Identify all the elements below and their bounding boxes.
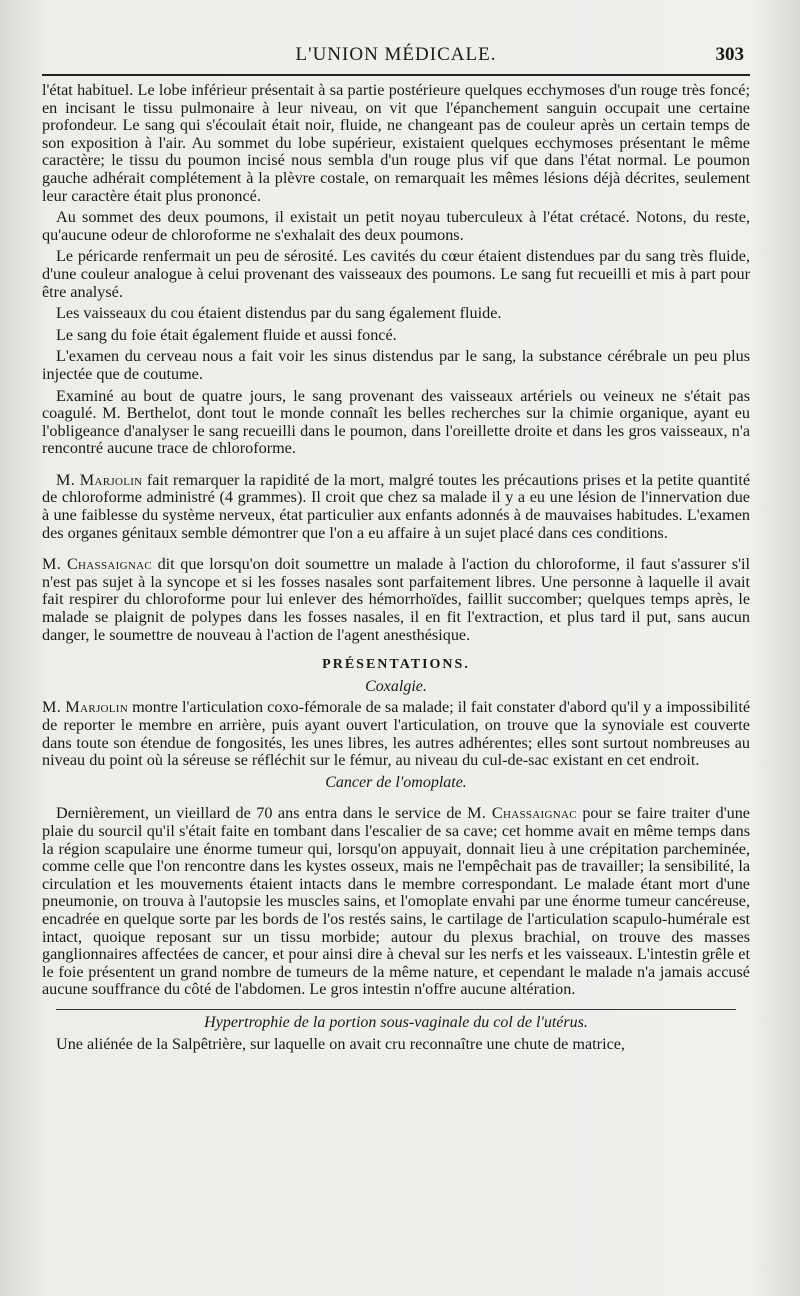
speaker-name: M. Chassaignac xyxy=(467,804,577,823)
paragraph-text: montre l'articulation coxo-fémorale de sa malade; il fait constater d'abord qu'il y a impossibilité de reporter le membre en arrière, puis ayant ouvert l'articulation, on trouve que la synoviale est couverte dans toute son étendue de fongosités, les unes libres, les autres adhérentes; elles sont surtout nombreuses au niveau du point où la séreuse se réfléchit sur le fémur, au niveau du cul-de-sac existant en cet endroit. xyxy=(42,698,751,770)
paragraph-text: fait remarquer la rapidité de la mort, malgré toutes les précautions prises et la petite quantité de chloroforme administré (4 grammes). Il croit que chez sa malade il y a eu une lésion de l'innervation due à une faiblesse du système nerveux, état particulier aux enfants adonnés à de mauvaises habitudes. L'examen des organes génitaux semble démontrer que l'on a eu affaire à un sujet placé dans ces conditions. xyxy=(42,470,751,542)
page-number: 303 xyxy=(715,44,744,65)
paragraph-coxalgie xyxy=(42,699,750,769)
paragraph-text: dit que lorsqu'on doit soumettre un malade à l'action du chloroforme, il faut s'assurer s'il n'est pas sujet à la syncope et si les fosses nasales sont parfaitement libres. Une personne à laquelle il avait fait respirer du chloroforme pour lui enlever des hémorrhoïdes, faillit succomber; quelques temps après, le malade se plaignit de polypes dans les fosses nasales, il en fit l'extraction, et plus tard il put, sans aucun danger, le soumettre de nouveau à l'action de l'agent anesthésique. xyxy=(42,555,750,644)
paragraph-hypertrophie: Une aliénée de la Salpêtrière, sur laquelle on avait cru reconnaître une chute de matrice, xyxy=(56,1034,625,1053)
article-body xyxy=(42,82,750,1053)
paragraph-text: Dernièrement, un vieillard de 70 ans entra dans le service de xyxy=(56,804,468,823)
subheading-coxalgie: Coxalgie. xyxy=(365,677,427,695)
section-heading-presentations: PRÉSENTATIONS. xyxy=(322,657,470,673)
speaker-name: M. Marjolin xyxy=(42,698,129,717)
paragraph-cancer xyxy=(42,805,750,999)
subheading-hypertrophie: Hypertrophie de la portion sous-vaginale du col de l'utérus. xyxy=(204,1013,588,1031)
subheading-cancer: Cancer de l'omoplate. xyxy=(325,773,467,791)
paragraph-text: pour se faire traiter d'une plaie du sourcil qu'il s'était faite en tombant dans l'escalier de sa cave; cet homme avait en même temps dans la région scapulaire une énorme tumeur qui, lorsqu'on appuyait, donnait lieu à une crépitation parcheminée, comme celle que l'on rencontre dans les kystes osseux, mais ne l'empêchait pas de travailler; la sensibilité, la circulation et les mouvements étaient intacts dans le membre correspondant. Le malade étant mort d'une pneumonie, on trouva à l'autopsie les muscles sains, et l'omoplate envahi par une énorme tumeur cancéreuse, encadrée en quelque sorte par les bords de l'os restés sains, le cartilage de l'articulation scapulo-humérale est intact, quoique reposant sur un tissu morbide; autour du plexus brachial, on trouve des masses ganglionnaires affectées de cancer, et pour ainsi dire à cheval sur les nerfs et les vaisseaux. L'intestin grêle et le foie présentent un grand nombre de tumeurs de la même nature, et cependant le malade n'a jamais accusé aucune souffrance du côté de l'abdomen. Le gros intestin n'offre aucune altération. xyxy=(42,804,750,999)
paragraph-tubercle: Au sommet des deux poumons, il existait un petit noyau tuberculeux à l'état crétacé. Notons, du reste, qu'aucune odeur de chloroforme ne s'exhalait des deux poumons. xyxy=(42,208,750,244)
paragraph-blood-analysis: Examiné au bout de quatre jours, le sang provenant des vaisseaux artériels ou veineux ne s'était pas coagulé. M. Berthelot, dont tout le monde connaît les belles recherches sur la chimie organique, ayant eu l'obligeance d'analyser le sang recueilli dans le poumon, dans l'oreillette droite et dans les gros vaisseaux, n'a rencontré aucune trace de chloroforme. xyxy=(42,386,750,458)
speaker-name: M. Marjolin xyxy=(56,470,143,489)
paragraph-marjolin-remark xyxy=(42,472,750,542)
running-head: L'UNION MÉDICALE. xyxy=(295,44,497,65)
speaker-name: M. Chassaignac xyxy=(42,555,152,574)
paragraph-neck-vessels: Les vaisseaux du cou étaient distendus par du sang également fluide. xyxy=(56,304,502,323)
paragraph-liver: Le sang du foie était également fluide et aussi foncé. xyxy=(56,325,397,344)
paragraph-brain: L'examen du cerveau nous a fait voir les sinus distendus par le sang, la substance cérébrale un peu plus injectée que de coutume. xyxy=(42,347,750,383)
paragraph-lungs: l'état habituel. Le lobe inférieur présentait à sa partie postérieure quelques ecchymoses d'un rouge très foncé; en incisant le tissu pulmonaire à leur niveau, on vit que l'épanchement sanguin occupait une certaine profondeur. Le sang qui s'écoulait était noir, fluide, ne changeant pas de couleur après un certain temps de son exposition à l'air. Au sommet du lobe supérieur, existaient quelques ecchymoses présentant le même caractère; le tissu du poumon incisé nous sembla d'un rouge plus vif que dans l'état normal. Le poumon gauche adhérait complétement à la plèvre costale, on remarquait les mêmes lésions déjà décrites, seulement leur caractère était plus prononcé. xyxy=(42,81,750,205)
section-divider xyxy=(56,1009,736,1010)
paragraph-pericardium: Le péricarde renfermait un peu de sérosité. Les cavités du cœur étaient distendues par du sang très fluide, d'une couleur analogue à celui provenant des vaisseaux des poumons. Le sang fut recueilli et mis à part pour être analysé. xyxy=(42,247,750,301)
paragraph-chassaignac-remark xyxy=(42,556,750,644)
page-header xyxy=(42,40,750,76)
